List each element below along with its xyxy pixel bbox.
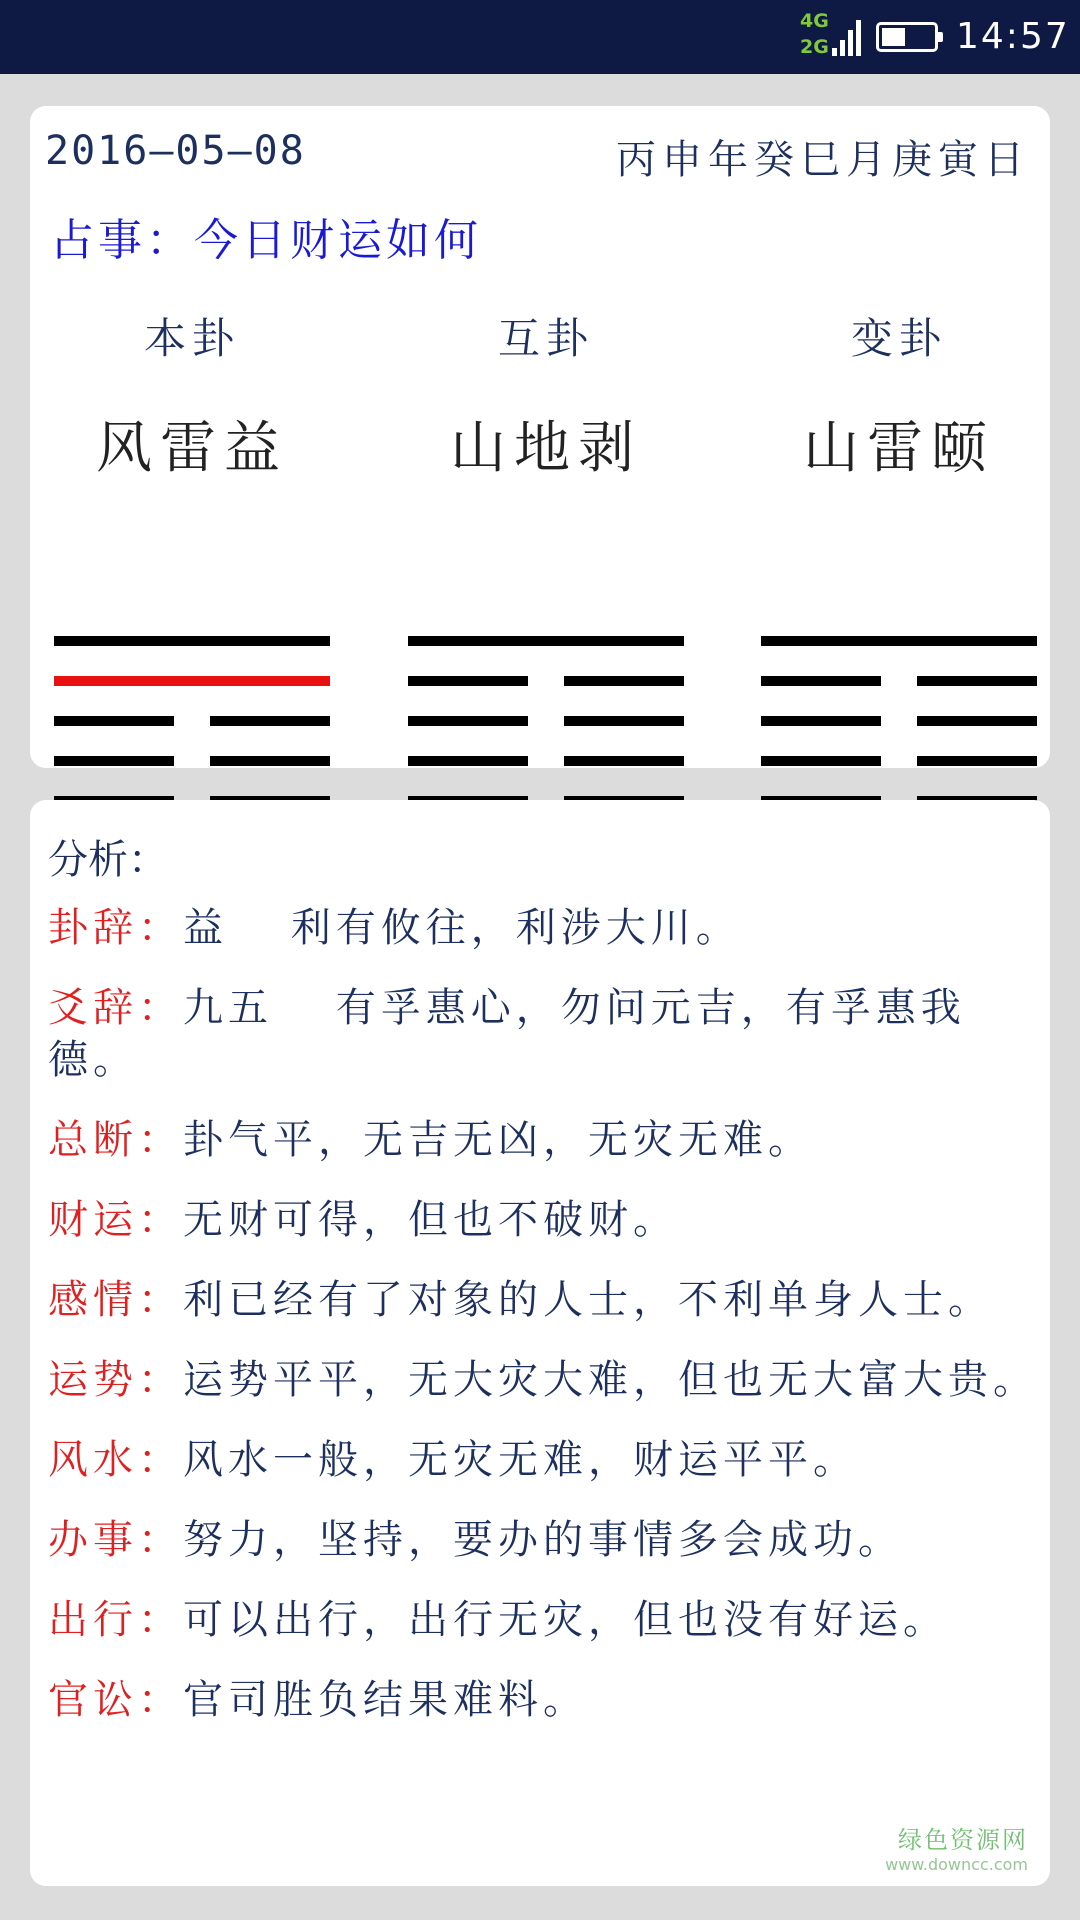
analysis-heading: 分析： <box>48 837 168 883</box>
analysis-row <box>48 1594 1043 1646</box>
yin-line <box>761 756 1037 766</box>
hexagram-type-label: 变卦 <box>850 314 947 363</box>
analysis-row <box>48 1354 1043 1406</box>
line-segment <box>917 756 1037 766</box>
watermark-title: 绿色资源网 <box>898 1826 1028 1854</box>
analysis-row-text: 卦气平，无吉无凶，无灾无难。 <box>183 1117 813 1163</box>
line-segment <box>210 716 330 726</box>
analysis-row-label: 运势： <box>48 1357 183 1403</box>
yin-line <box>408 676 684 686</box>
analysis-row-label: 官讼： <box>48 1677 183 1723</box>
yin-line <box>408 756 684 766</box>
analysis-row-text: 努力，坚持，要办的事情多会成功。 <box>183 1517 903 1563</box>
line-segment <box>408 716 528 726</box>
line-segment <box>408 676 528 686</box>
analysis-row <box>48 1194 1043 1246</box>
signal-icon <box>830 18 862 58</box>
line-segment <box>210 756 330 766</box>
line-segment <box>761 676 881 686</box>
hexagram-hu <box>408 306 684 484</box>
status-time: 14:57 <box>956 16 1070 57</box>
analysis-row-label: 出行： <box>48 1597 183 1643</box>
analysis-row-text: 九五 有孚惠心，勿问元吉，有孚惠我德。 <box>48 985 966 1083</box>
network-4g-label: 4G <box>800 10 829 32</box>
question-label: 占事：今日财运如何 <box>50 215 482 266</box>
line-segment <box>564 756 684 766</box>
analysis-row-label: 总断： <box>48 1117 183 1163</box>
analysis-row <box>48 1674 1043 1726</box>
line-segment <box>54 716 174 726</box>
yin-line <box>761 676 1037 686</box>
line-segment <box>54 636 330 646</box>
analysis-row <box>48 1434 1043 1486</box>
network-type-indicator <box>800 8 830 60</box>
hexagram-name: 风雷益 <box>96 416 288 481</box>
line-segment <box>761 716 881 726</box>
hexagram-name: 山地剥 <box>450 416 642 481</box>
line-segment <box>54 756 174 766</box>
hexagram-bian <box>761 306 1037 484</box>
analysis-row-label: 感情： <box>48 1277 183 1323</box>
line-segment <box>564 676 684 686</box>
network-2g-label: 2G <box>800 36 829 58</box>
analysis-row-text: 官司胜负结果难料。 <box>183 1677 588 1723</box>
site-watermark <box>885 1820 1028 1874</box>
line-segment <box>917 676 1037 686</box>
yin-line <box>54 756 330 766</box>
watermark-url: www.downcc.com <box>885 1855 1028 1874</box>
ganzhi-date-label: 丙申年癸巳月庚寅日 <box>616 137 1030 183</box>
analysis-row-label: 办事： <box>48 1517 183 1563</box>
analysis-row <box>48 1114 1043 1166</box>
hexagram-type-label: 互卦 <box>497 314 594 363</box>
date-label: 2016—05—08 <box>45 128 306 174</box>
status-bar <box>0 0 1080 74</box>
hexagram-card <box>30 106 1050 768</box>
yang-line <box>408 636 684 646</box>
hexagram-name: 山雷颐 <box>803 416 995 481</box>
battery-level-fill <box>882 28 905 46</box>
analysis-row-text: 益 利有攸往，利涉大川。 <box>183 905 741 951</box>
hexagram-type-label: 本卦 <box>143 314 240 363</box>
yin-line <box>408 716 684 726</box>
analysis-row <box>48 1274 1043 1326</box>
yang-line <box>761 636 1037 646</box>
line-segment <box>917 716 1037 726</box>
analysis-list <box>48 902 1043 1754</box>
analysis-row-label: 爻辞： <box>48 985 183 1031</box>
line-segment <box>54 676 330 686</box>
analysis-row <box>48 982 1043 1086</box>
analysis-card <box>30 800 1050 1886</box>
line-segment <box>564 716 684 726</box>
analysis-row <box>48 1514 1043 1566</box>
analysis-row-text: 可以出行，出行无灾，但也没有好运。 <box>183 1597 948 1643</box>
yin-line <box>54 716 330 726</box>
line-segment <box>761 756 881 766</box>
moving-yang-line <box>54 676 330 686</box>
analysis-row-text: 运势平平，无大灾大难，但也无大富大贵。 <box>183 1357 1038 1403</box>
line-segment <box>408 636 684 646</box>
line-segment <box>761 636 1037 646</box>
line-segment <box>408 756 528 766</box>
analysis-row-text: 利已经有了对象的人士，不利单身人士。 <box>183 1277 993 1323</box>
battery-icon <box>876 22 938 52</box>
analysis-row-text: 无财可得，但也不破财。 <box>183 1197 678 1243</box>
analysis-row <box>48 902 1043 954</box>
hexagram-ben <box>54 306 330 484</box>
analysis-row-label: 风水： <box>48 1437 183 1483</box>
analysis-row-text: 风水一般，无灾无难，财运平平。 <box>183 1437 858 1483</box>
yang-line <box>54 636 330 646</box>
analysis-row-label: 财运： <box>48 1197 183 1243</box>
analysis-row-label: 卦辞： <box>48 905 183 951</box>
yin-line <box>761 716 1037 726</box>
